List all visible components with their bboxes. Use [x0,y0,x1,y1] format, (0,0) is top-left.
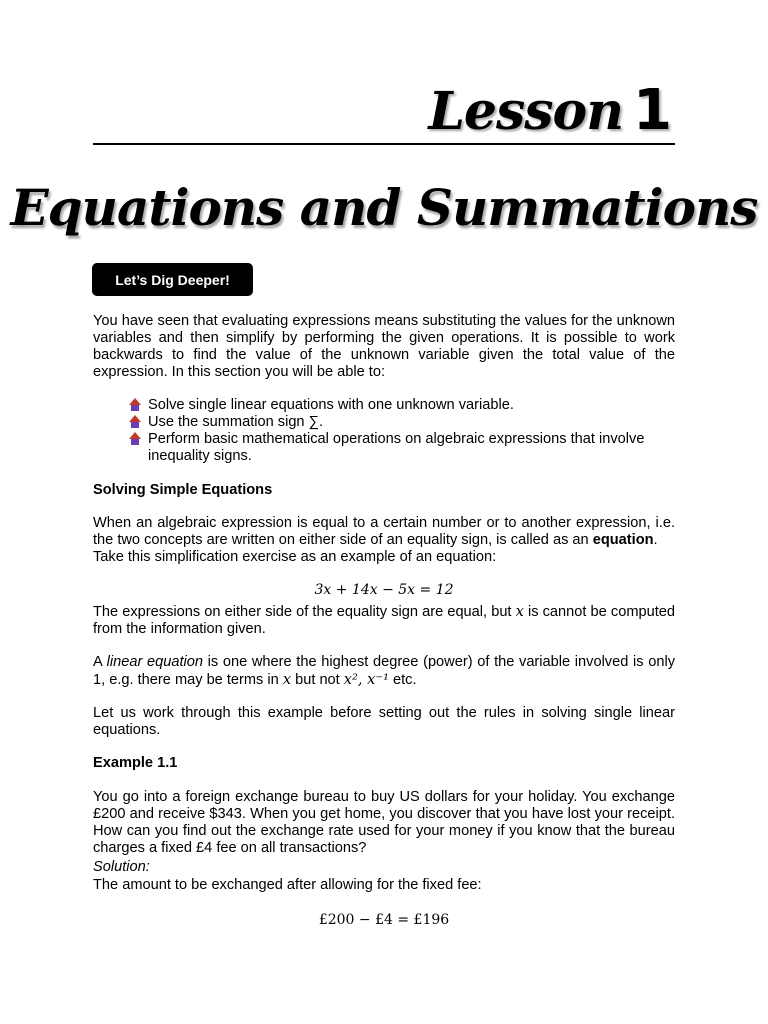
linear-mid: is one where the highest degree (power) of the variable involved is only 1, e.g. there may be terms in [93,654,675,688]
linear-but-not: but not [291,672,344,688]
definition-text: When an algebraic expression is equal to a certain number or to another expression, i.e. the two concepts are written on either side of an equality sign, is called as an [93,515,675,548]
lesson-number: 1 [633,78,672,143]
objective-text: Solve single linear equations with one unknown variable. [148,397,514,413]
solution-label: Solution: [93,859,150,875]
equation-display: 3x + 14x − 5x = 12 [314,582,454,598]
note-text-end: is cannot be computed from the information given. [93,604,675,637]
definition-end: . [653,532,658,548]
list-item [128,414,676,431]
lets-dig-deeper-badge: Let’s Dig Deeper! [92,263,253,296]
lesson-word: Lesson [428,81,624,142]
equation-definition-paragraph [93,515,675,566]
work-through-paragraph: Let us work through this example before setting out the rules in solving single linear equations. [93,705,675,738]
objective-text: Use the summation sign ∑. [148,414,324,430]
lesson-header [428,78,672,143]
header-rule [93,143,675,145]
definition-term: equation [592,532,654,548]
linear-term: linear equation [106,654,203,670]
bullet-icon [128,432,144,446]
example-intro: Take this simplification exercise as an example of an equation: [93,549,497,565]
powers-expression: x², x⁻¹ [343,671,389,688]
note-text: The expressions on either side of the equality sign are equal, but [93,604,516,620]
example-paragraph: You go into a foreign exchange bureau to buy US dollars for your holiday. You exchange £200 and receive $343. When you get home, you discover that you have lost your receipt. How can you find out the exchange rate used for your money if you know that the bureau charges a fixed £4 fee on all transactions? [93,789,675,856]
example-heading: Example 1.1 [93,755,178,771]
linear-a: A [93,654,107,670]
list-item [128,431,676,465]
page-title: Equations and Summations [10,178,758,237]
solution-equation: £200 − £4 = £196 [318,912,450,928]
variable-x: x [515,603,524,620]
intro-paragraph: You have seen that evaluating expressions means substituting the values for the unknown variables and then simplify by performing the given operations. It is possible to work backwards to find the value of the unknown variable given the total value of the expression. In this section you will be able to: [93,313,675,380]
equality-note-paragraph [93,603,675,638]
bullet-icon [128,415,144,429]
bullet-icon [128,398,144,412]
linear-equation-paragraph [93,654,675,689]
variable-x: x [282,671,292,688]
solution-paragraph: The amount to be exchanged after allowing for the fixed fee: [93,877,482,893]
linear-end: etc. [388,672,417,688]
objective-text: Perform basic mathematical operations on algebraic expressions that involve inequality signs. [148,431,645,464]
objectives-list [128,397,676,465]
section-heading: Solving Simple Equations [93,482,273,498]
list-item [128,397,676,414]
